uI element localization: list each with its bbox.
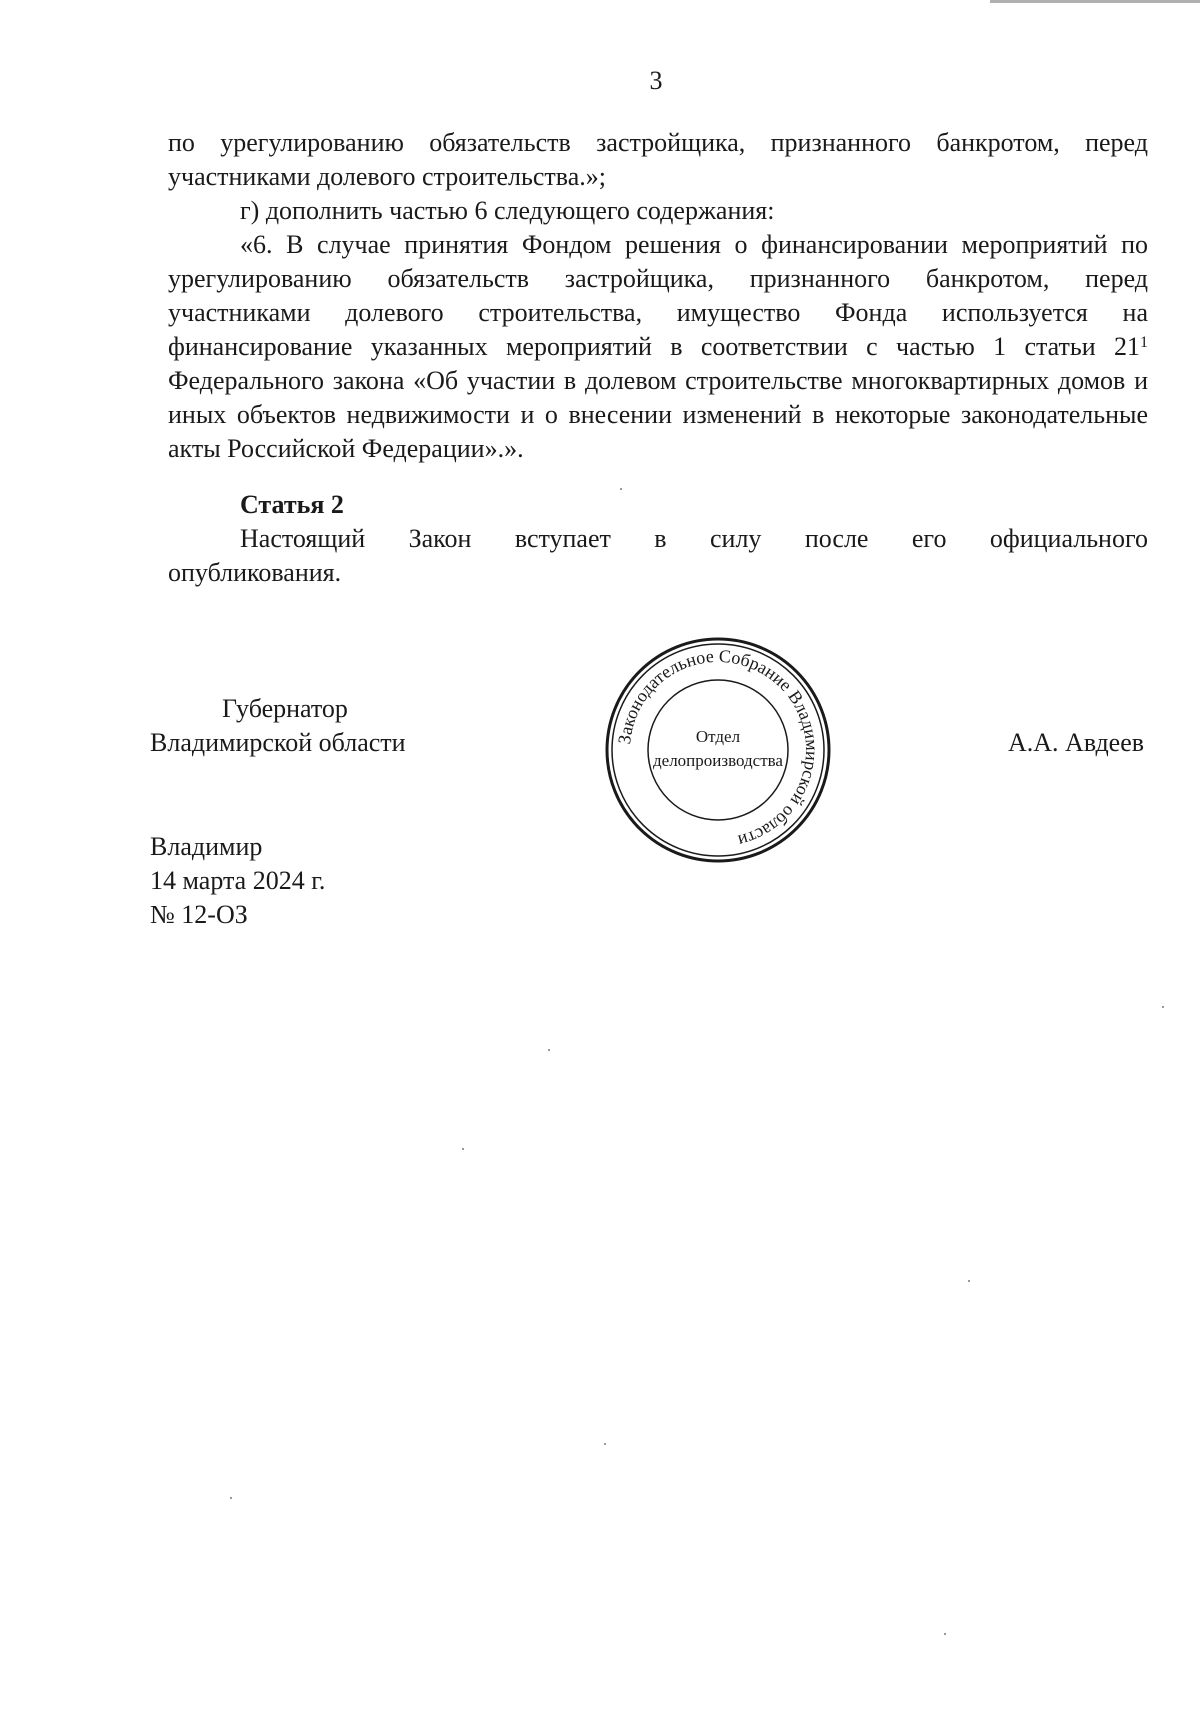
signature-title-line2: Владимирской области	[150, 728, 406, 757]
seal-center-line1: Отдел	[695, 727, 741, 746]
page-number: 3	[649, 66, 663, 95]
paragraph-continuation: по урегулированию обязательств застройщика, признанного банкротом, перед участниками долевого строительства.»;	[168, 128, 1148, 191]
city: Владимир	[150, 832, 263, 861]
official-seal-icon	[604, 636, 832, 864]
scan-speck	[462, 1148, 464, 1150]
seal-outer-ring	[607, 639, 829, 861]
paragraph-part-6-text-b: Федерального закона «Об участии в долевом строительстве многоквартирных домов и иных объектов недвижимости и о внесении изменений в некоторые законодательные акты Российской Федерации».».	[168, 366, 1148, 463]
seal-center-line2: делопроизводства	[653, 751, 783, 770]
signer-name: А.А. Авдеев	[1008, 728, 1145, 757]
scan-speck	[548, 1049, 550, 1051]
scan-edge-line	[990, 0, 1200, 3]
article-2-heading: Статья 2	[240, 490, 344, 519]
paragraph-part-6	[168, 228, 1148, 466]
date: 14 марта 2024 г.	[150, 866, 326, 895]
document-body	[168, 126, 1148, 590]
scan-speck	[604, 1443, 606, 1445]
superscript-1: 1	[1140, 334, 1148, 351]
seal-ring-textpath: Законодательное Собрание Владимирской области	[614, 645, 823, 852]
scan-speck	[230, 1497, 232, 1499]
seal-outer-ring-inner	[612, 644, 824, 856]
article-2-text-line2: опубликования.	[168, 558, 342, 587]
paragraph-amendment-g: г) дополнить частью 6 следующего содержания:	[240, 196, 775, 225]
scan-speck	[1162, 1006, 1164, 1008]
signature-title-line1: Губернатор	[222, 694, 348, 723]
scan-speck	[620, 488, 622, 490]
scan-speck	[944, 1633, 946, 1635]
seal-inner-ring	[648, 680, 788, 820]
scan-speck	[968, 1280, 970, 1282]
signature-title	[150, 692, 406, 760]
law-number: № 12-ОЗ	[150, 900, 248, 929]
paragraph-part-6-text-a: «6. В случае принятия Фондом решения о финансировании мероприятий по урегулированию обязательств застройщика, признанного банкротом, перед участниками долевого строительства, имущество Фонда используется на финансирование указанных мероприятий в соответствии с частью 1 статьи 21	[168, 230, 1148, 361]
place-date-block	[150, 830, 325, 932]
article-2-text-line1: Настоящий Закон вступает в силу после его официального	[240, 524, 1148, 553]
